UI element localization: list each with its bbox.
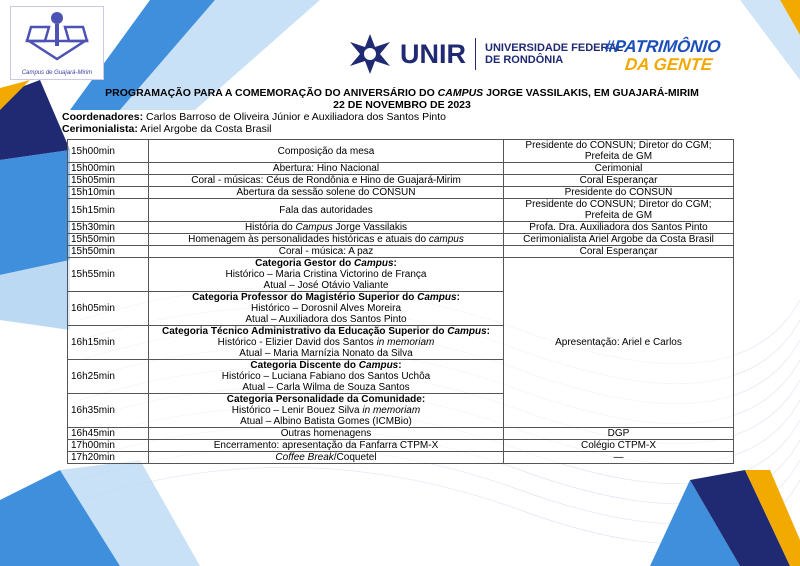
row-activity: Homenagem às personalidades históricas e atuais do campus — [149, 234, 504, 246]
row-time: 15h30min — [68, 222, 149, 234]
table-row — [68, 140, 734, 163]
row-responsible: Cerimonialista Ariel Argobe da Costa Brasil — [504, 234, 734, 246]
campaign-line1: #PATRIMÔNIO — [604, 37, 722, 56]
row-time: 15h05min — [68, 175, 149, 187]
row-responsible: Presidente do CONSUN; Diretor do CGM; Prefeita de GM — [504, 199, 734, 222]
table-row — [68, 452, 734, 464]
row-responsible: Cerimonial — [504, 163, 734, 175]
row-time: 15h50min — [68, 246, 149, 258]
honoree-current: Atual – Carla Wilma de Souza Santos — [242, 382, 410, 393]
row-activity: Encerramento: apresentação da Fanfarra CTPM-X — [149, 440, 504, 452]
row-activity: Abertura: Hino Nacional — [149, 163, 504, 175]
row-time: 16h25min — [68, 360, 149, 394]
unir-logo — [346, 34, 623, 74]
table-row — [68, 175, 734, 187]
table-row — [68, 199, 734, 222]
category-title: Categoria Personalidade da Comunidade: — [226, 394, 426, 405]
shared-responsible: Apresentação: Ariel e Carlos — [504, 258, 734, 428]
campus-logo-caption: Campus de Guajará-Mirim — [21, 70, 93, 76]
table-row — [68, 234, 734, 246]
university-name-line1: UNIVERSIDADE FEDERAL — [485, 42, 624, 54]
row-time: 16h35min — [68, 394, 149, 428]
row-activity: Composição da mesa — [149, 140, 504, 163]
row-activity: Outras homenagens — [149, 428, 504, 440]
document-header — [62, 87, 742, 135]
coordinators-line: Coordenadores: Carlos Barroso de Oliveira Júnior e Auxiliadora dos Santos Pinto — [62, 111, 446, 123]
logo-separator — [475, 38, 476, 70]
category-title: Categoria Professor do Magistério Superior do Campus: — [192, 292, 460, 303]
row-time: 15h15min — [68, 199, 149, 222]
left-sky-stripe — [0, 150, 70, 275]
row-responsible: Coral Esperançar — [504, 175, 734, 187]
campaign-logo — [602, 38, 721, 74]
table-row — [68, 428, 734, 440]
row-time: 16h15min — [68, 326, 149, 360]
row-time: 15h00min — [68, 140, 149, 163]
honoree-current: Atual – Albino Batista Gomes (ICMBio) — [240, 416, 412, 427]
row-time: 17h20min — [68, 452, 149, 464]
campus-logo — [10, 6, 104, 80]
row-activity: Coffee Break/Coquetel — [149, 452, 504, 464]
row-activity: História do Campus Jorge Vassilakis — [149, 222, 504, 234]
row-responsible: Presidente do CONSUN — [504, 187, 734, 199]
row-activity — [149, 258, 504, 292]
row-time: 16h05min — [68, 292, 149, 326]
row-time: 15h00min — [68, 163, 149, 175]
row-responsible: Coral Esperançar — [504, 246, 734, 258]
row-activity: Coral - música: A paz — [149, 246, 504, 258]
university-name-line2: DE RONDÔNIA — [485, 54, 564, 66]
row-time: 15h50min — [68, 234, 149, 246]
row-time: 15h10min — [68, 187, 149, 199]
row-activity — [149, 292, 504, 326]
honoree-historic: Histórico – Dorosnil Alves Moreira — [250, 303, 402, 314]
honoree-historic: Histórico – Maria Cristina Victorino de França — [225, 269, 427, 280]
row-activity — [149, 360, 504, 394]
honoree-historic: Histórico – Luciana Fabiano dos Santos Uchôa — [221, 371, 431, 382]
campaign-line2: DA GENTE — [624, 55, 714, 74]
row-activity — [149, 326, 504, 360]
table-row — [68, 258, 734, 292]
unir-star-icon — [346, 34, 394, 74]
row-time: 15h55min — [68, 258, 149, 292]
category-title: Categoria Técnico Administrativo da Educação Superior do Campus: — [161, 326, 491, 337]
unir-wordmark: UNIR — [400, 38, 466, 69]
row-responsible: Profa. Dra. Auxiliadora dos Santos Pinto — [504, 222, 734, 234]
ceremonialist-line: Cerimonialista: Ariel Argobe da Costa Brasil — [62, 123, 272, 135]
row-activity: Abertura da sessão solene do CONSUN — [149, 187, 504, 199]
row-responsible: Presidente do CONSUN; Diretor do CGM; Prefeita de GM — [504, 140, 734, 163]
table-row — [68, 246, 734, 258]
row-responsible: — — [504, 452, 734, 464]
category-title: Categoria Discente do Campus: — [250, 360, 402, 371]
campus-emblem-icon — [25, 11, 89, 63]
table-row — [68, 163, 734, 175]
honoree-historic: Histórico – Lenir Bouez Silva in memoriam — [231, 405, 421, 416]
row-responsible: DGP — [504, 428, 734, 440]
row-activity: Coral - músicas: Céus de Rondônia e Hino de Guajará-Mirim — [149, 175, 504, 187]
honoree-current: Atual – Maria Marnízia Nonato da Silva — [239, 348, 413, 359]
honoree-current: Atual – Auxiliadora dos Santos Pinto — [245, 314, 407, 325]
row-activity: Fala das autoridades — [149, 199, 504, 222]
row-responsible: Colégio CTPM-X — [504, 440, 734, 452]
row-time: 16h45min — [68, 428, 149, 440]
row-time: 17h00min — [68, 440, 149, 452]
category-title: Categoria Gestor do Campus: — [255, 258, 397, 269]
honoree-current: Atual – José Otávio Valiante — [263, 280, 389, 291]
honoree-historic: Histórico - Elizier David dos Santos in memoriam — [217, 337, 435, 348]
program-table — [67, 139, 734, 464]
table-row — [68, 187, 734, 199]
event-date: 22 DE NOVEMBRO DE 2023 — [333, 99, 471, 111]
table-row — [68, 440, 734, 452]
row-activity — [149, 394, 504, 428]
table-row — [68, 222, 734, 234]
document-title: PROGRAMAÇÃO PARA A COMEMORAÇÃO DO ANIVERSÁRIO DO CAMPUS JORGE VASSILAKIS, EM GUAJARÁ-MIRIM — [105, 87, 699, 99]
